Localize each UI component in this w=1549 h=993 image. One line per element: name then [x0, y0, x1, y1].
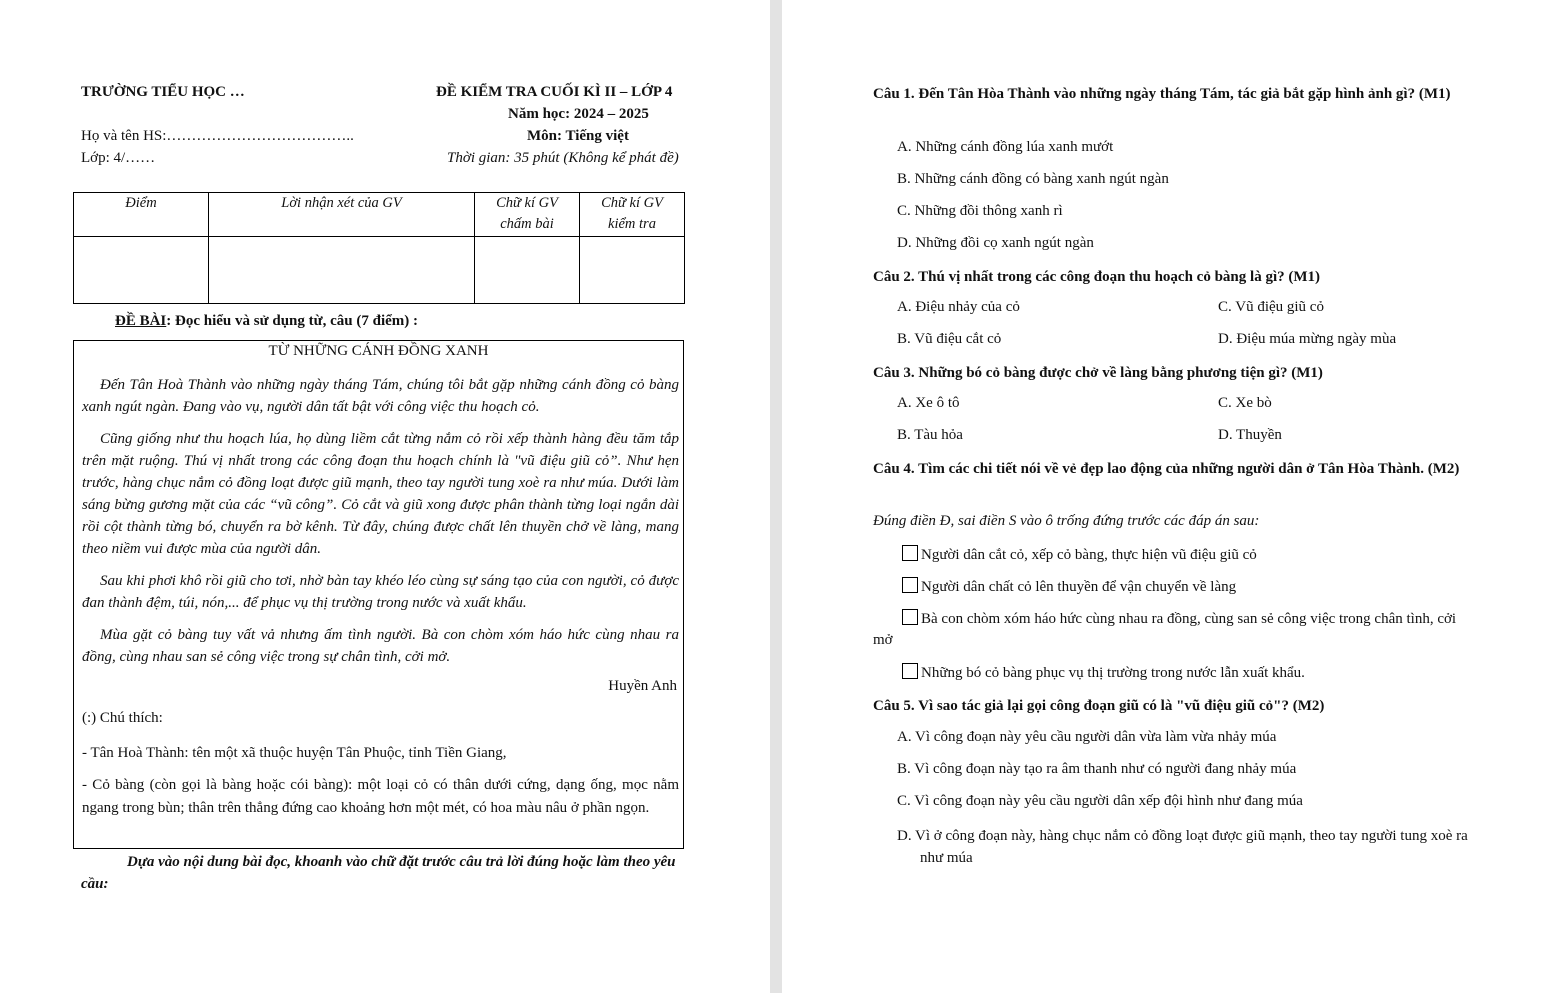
- sig1-line1: Chữ kí GV: [496, 195, 558, 211]
- q4-item-2: [902, 577, 1468, 598]
- q4-item-3: [873, 609, 1463, 651]
- reading-paragraph-4: Mùa gặt cỏ bàng tuy vất vả nhưng ấm tình người. Bà con chòm xóm háo hức cùng nhau ra đồng, cùng nhau san sẻ công việc trong sự chân tình, cởi mở.: [82, 627, 679, 665]
- q4-checkbox-2[interactable]: [902, 577, 918, 593]
- q4-item-4: [902, 663, 1468, 684]
- signature-grader-cell[interactable]: [475, 237, 580, 304]
- question-3: Câu 3. Những bó cỏ bàng được chở về làng bằng phương tiện gì? (M1): [873, 365, 1323, 381]
- student-name-line: Họ và tên HS:………………………………..: [81, 128, 354, 144]
- exam-title: ĐỀ KIỂM TRA CUỐI KÌ II – LỚP 4: [436, 84, 673, 100]
- signature-checker-cell[interactable]: [580, 237, 685, 304]
- school-year: Năm học: 2024 – 2025: [508, 106, 649, 122]
- q4-item-1: [902, 545, 1468, 566]
- q2-option-b[interactable]: B. Vũ điệu cắt cỏ: [897, 331, 1002, 347]
- q2-option-c[interactable]: C. Vũ điệu giũ cỏ: [1218, 299, 1324, 315]
- task-text: : Đọc hiểu và sử dụng từ, câu (7 điểm) :: [166, 313, 419, 329]
- class-line: Lớp: 4/……: [81, 150, 156, 166]
- reading-paragraph-2: Cũng giống như thu hoạch lúa, họ dùng liềm cắt từng nắm cỏ rồi xếp thành hàng đều tăm tắp trên mặt ruộng. Thú vị nhất trong các công đoạn thu hoạch chính là "vũ điệu giũ cỏ”. Như hẹn trước, hàng chục nắm cỏ đồng loạt được giũ mạnh, theo tay người tung xoè ra như múa. Dưới làm sáng bừng gương mặt của các “vũ công”. Cỏ cắt và giũ xong được phân thành từng loại ngắn dài rồi cột thành từng bó, chuyển ra bờ kênh. Từ đây, chúng được chất lên thuyền chở về làng, mang theo niềm vui được mùa của người dân.: [82, 431, 679, 557]
- page-right: [782, 0, 1549, 993]
- q1-option-b[interactable]: B. Những cánh đồng có bàng xanh ngút ngàn: [897, 171, 1169, 187]
- school-name: TRƯỜNG TIỂU HỌC …: [81, 84, 245, 100]
- question-4: Câu 4. Tìm các chi tiết nói về vẻ đẹp lao động của những người dân ở Tân Hòa Thành. (M2): [873, 461, 1460, 477]
- q4-checkbox-1[interactable]: [902, 545, 918, 561]
- q4-instruction: Đúng điền Đ, sai điền S vào ô trống đứng trước các đáp án sau:: [873, 513, 1260, 529]
- q4-item-3-text: Bà con chòm xóm háo hức cùng nhau ra đồng, cùng san sẻ công việc trong chân tình, cởi mở: [873, 611, 1457, 648]
- question-2: Câu 2. Thú vị nhất trong các công đoạn thu hoạch cỏ bàng là gì? (M1): [873, 269, 1321, 285]
- note-title: (:) Chú thích:: [82, 710, 163, 726]
- score-cell[interactable]: [74, 237, 209, 304]
- reading-paragraph-1: Đến Tân Hoà Thành vào những ngày tháng Tám, chúng tôi bắt gặp những cánh đồng cỏ bàng xanh ngút ngàn. Đang vào vụ, người dân tất bật với công việc thu hoạch cỏ.: [82, 377, 679, 415]
- reading-author: Huyền Anh: [608, 678, 677, 694]
- q5-option-d[interactable]: D. Vì ở công đoạn này, hàng chục nắm cỏ đồng loạt được giũ mạnh, theo tay người tung xoè ra như múa: [897, 828, 1468, 866]
- q2-option-d[interactable]: D. Điệu múa mừng ngày mùa: [1218, 331, 1397, 347]
- q4-item-1-text: Người dân cắt cỏ, xếp cỏ bàng, thực hiện vũ điệu giũ cỏ: [921, 547, 1257, 563]
- comment-cell[interactable]: [209, 237, 475, 304]
- grade-table: [73, 192, 685, 304]
- task-heading: [115, 313, 418, 330]
- q2-option-a[interactable]: A. Điệu nhảy của cỏ: [897, 299, 1020, 315]
- note-2: - Cỏ bàng (còn gọi là bàng hoặc cói bàng): một loại cỏ có thân dưới cứng, dạng ống, mọc nằm ngang trong bùn; thân trên thẳng đứng cao khoảng hơn một mét, có hoa màu nâu ở phần ngọn.: [82, 777, 679, 816]
- note-1: - Tân Hoà Thành: tên một xã thuộc huyện Tân Phuộc, tỉnh Tiền Giang,: [82, 745, 507, 761]
- q1-option-d[interactable]: D. Những đồi cọ xanh ngút ngàn: [897, 235, 1094, 251]
- sig2-line1: Chữ kí GV: [601, 195, 663, 211]
- col-score: Điểm: [74, 193, 209, 237]
- question-5: Câu 5. Vì sao tác giả lại gọi công đoạn giũ có là "vũ điệu giũ cỏ"? (M2): [873, 698, 1325, 714]
- sig1-line2: chấm bài: [500, 216, 554, 232]
- question-1: Câu 1. Đến Tân Hòa Thành vào những ngày tháng Tám, tác giả bắt gặp hình ảnh gì? (M1): [873, 86, 1451, 102]
- q1-option-a[interactable]: A. Những cánh đồng lúa xanh mướt: [897, 139, 1114, 155]
- q3-option-b[interactable]: B. Tàu hỏa: [897, 427, 963, 443]
- q5-option-a[interactable]: A. Vì công đoạn này yêu cầu người dân vừa làm vừa nhảy múa: [897, 729, 1277, 745]
- q5-option-c[interactable]: C. Vì công đoạn này yêu cầu người dân xếp đội hình như đang múa: [897, 793, 1303, 809]
- q3-option-d[interactable]: D. Thuyền: [1218, 427, 1282, 443]
- col-comment: Lời nhận xét của GV: [209, 193, 475, 237]
- answer-instruction: Dựa vào nội dung bài đọc, khoanh vào chữ đặt trước câu trả lời đúng hoặc làm theo yêu cầu:: [81, 854, 676, 892]
- col-signature-checker: [580, 193, 685, 237]
- task-label: ĐỀ BÀI: [115, 313, 167, 329]
- q1-option-c[interactable]: C. Những đồi thông xanh rì: [897, 203, 1063, 219]
- col-signature-grader: [475, 193, 580, 237]
- sig2-line2: kiểm tra: [608, 216, 656, 232]
- q3-option-c[interactable]: C. Xe bò: [1218, 395, 1272, 411]
- q4-item-2-text: Người dân chất cỏ lên thuyền để vận chuyển về làng: [921, 579, 1237, 595]
- q4-checkbox-4[interactable]: [902, 663, 918, 679]
- reading-box: [73, 340, 684, 849]
- q4-checkbox-3[interactable]: [902, 609, 918, 625]
- q3-option-a[interactable]: A. Xe ô tô: [897, 395, 960, 411]
- subject: Môn: Tiếng việt: [527, 128, 629, 144]
- reading-paragraph-3: Sau khi phơi khô rồi giũ cho tơi, nhờ bàn tay khéo léo cùng sự sáng tạo của con người, cỏ được đan thành đệm, túi, nón,... để phục vụ thị trường trong nước và xuất khẩu.: [82, 573, 679, 611]
- q5-option-b[interactable]: B. Vì công đoạn này tạo ra âm thanh như có người đang nhảy múa: [897, 761, 1297, 777]
- page-left: [0, 0, 770, 993]
- exam-time: Thời gian: 35 phút (Không kể phát đề): [447, 150, 679, 166]
- reading-title: TỪ NHỮNG CÁNH ĐỒNG XANH: [268, 343, 489, 359]
- q4-item-4-text: Những bó cỏ bàng phục vụ thị trường trong nước lẫn xuất khẩu.: [921, 665, 1305, 681]
